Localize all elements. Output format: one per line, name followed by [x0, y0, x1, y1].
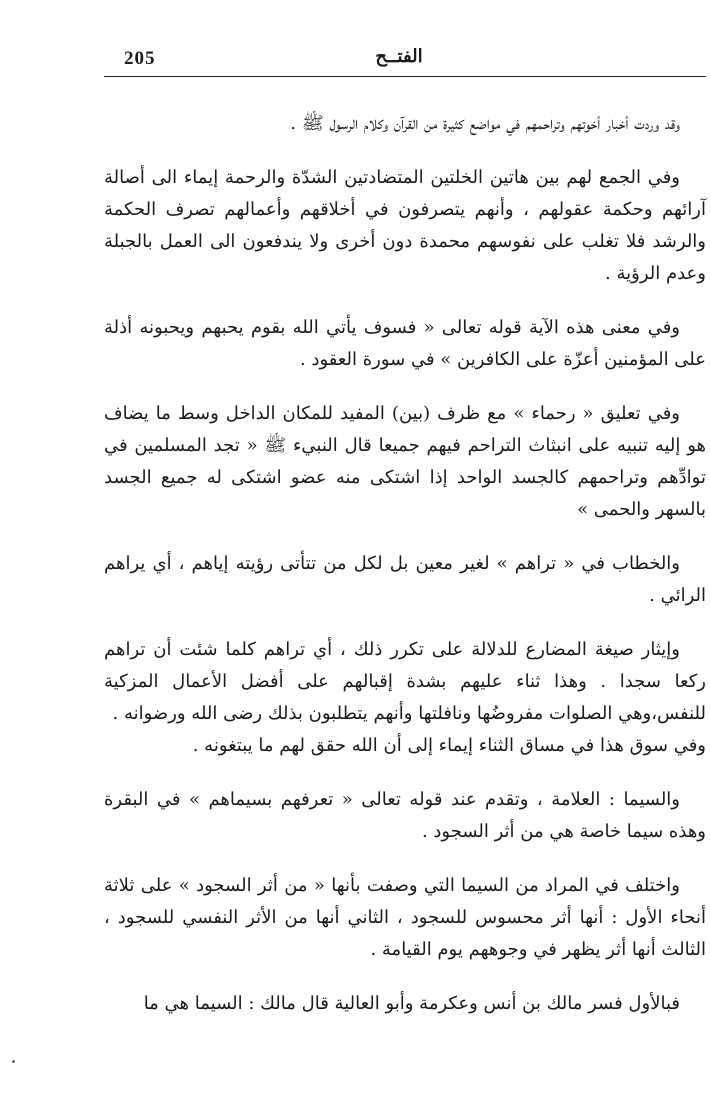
page-number: 205 [124, 48, 156, 69]
paragraph: والخطاب في « تراهم » لغير معين بل لكل من تتأتى رؤيته إياهم ، أي يراهم الرائي . [104, 553, 706, 606]
page-header [104, 44, 706, 74]
paragraph: وفي تعليق « رحماء » مع ظرف (بين) المفيد للمكان الداخل وسط ما يضاف هو إليه تنبيه على انبثاث التراحم فيهم جميعا قال النبيء ﷺ « تجد المسلمين في توادِّهم وتراحمهم كالجسد الواحد إذا اشتكى منه عضو اشتكى له جميع الجسد بالسهر والحمى » [104, 403, 706, 520]
header-rule [104, 76, 706, 77]
paragraph: وإيثار صيغة المضارع للدلالة على تكرر ذلك ، أي تراهم كلما شئت أن تراهم ركعا سجدا . وهذا ثناء عليهم بشدة إقبالهم على أفضل الأعمال المزكية للنفس،وهي الصلوات مفروضُها ونافلتها وأنهم يتطلبون بذلك رضى الله ورضوانه . [104, 639, 706, 724]
paragraph: واختلف في المراد من السيما التي وصفت بأنها « من أثر السجود » على ثلاثة أنحاء الأول : أنها أثر محسوس للسجود ، الثاني أنها من الأثر النفسي للسجود ، الثالث أنها أثر يظهر في وجوههم يوم القيامة . [104, 875, 706, 960]
body-text [104, 108, 706, 1042]
running-title: الفتــح [375, 46, 423, 67]
paragraph: وفي الجمع لهم بين هاتين الخلتين المتضادتين الشدّة والرحمة إيماء الى أصالة آرائهم وحكمة عقولهم ، وأنهم يتصرفون في أخلاقهم وأعمالهم تصرف الحكمة والرشد فلا تغلب على نفوسهم محمدة دون أخرى ولا يندفعون الى العمل بالجبلة وعدم الرؤية . [104, 167, 706, 284]
paragraph: وفي معنى هذه الآية قوله تعالى « فسوف يأتي الله بقوم يحبهم ويحبونه أذلة على المؤمنين أعزّة على الكافرين » في سورة العقود . [104, 317, 706, 370]
paragraph: فبالأول فسر مالك بن أنس وعكرمة وأبو العالية قال مالك : السيما هي ما [143, 993, 680, 1014]
paragraph: والسيما : العلامة ، وتقدم عند قوله تعالى « تعرفهم بسيماهم » في البقرة وهذه سيما خاصة هي من أثر السجود . [104, 789, 706, 842]
paragraph: وفي سوق هذا في مساق الثناء إيماء إلى أن الله حقق لهم ما يبتغونه . [192, 735, 706, 756]
paragraph: وقد وردت أخبار أخوتهم وتراحمهم في مواضع كثيرة من القرآن وكلام الرسول ﷺ . [290, 113, 680, 134]
scan-speck [12, 1060, 15, 1063]
